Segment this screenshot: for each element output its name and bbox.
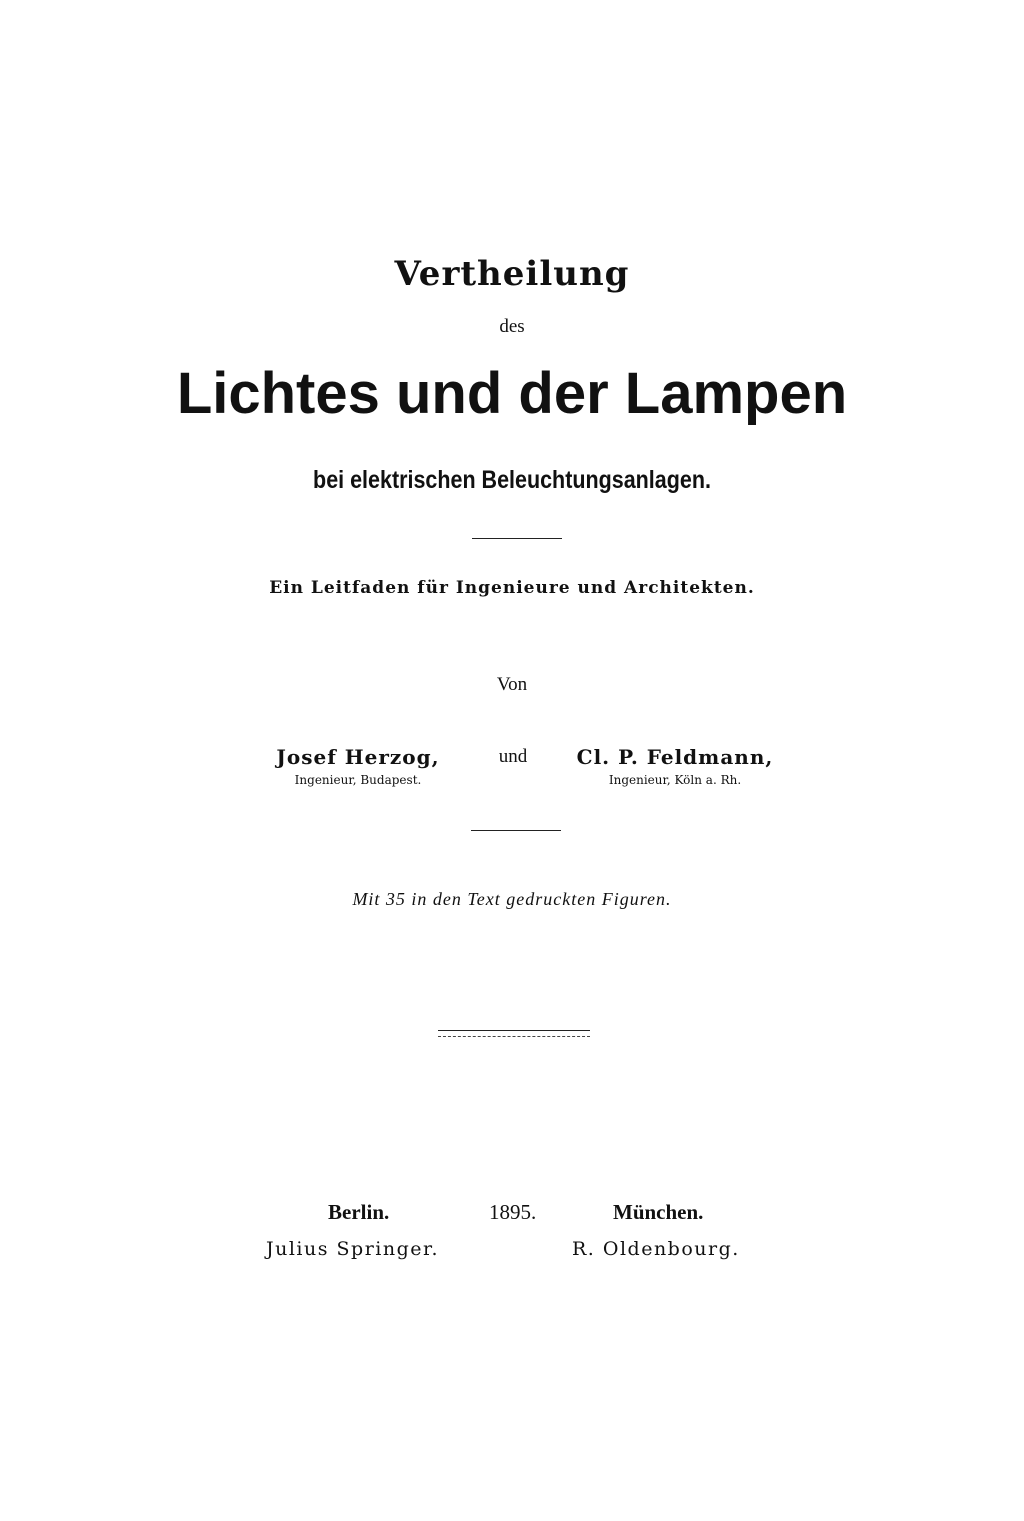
imprint-year: 1895. bbox=[489, 1200, 537, 1224]
byline-und: und bbox=[498, 746, 528, 767]
author-feldmann bbox=[555, 745, 795, 787]
subtitle: bei elektrischen Beleuchtungsanlagen. bbox=[313, 466, 711, 494]
ornament-line bbox=[438, 1030, 590, 1031]
author-name: Josef Herzog, bbox=[276, 745, 440, 769]
author-name: Cl. P. Feldmann, bbox=[576, 745, 774, 769]
ornament-dashed-line bbox=[438, 1036, 590, 1037]
guide-line: Ein Leitfaden für Ingenieure und Architekten. bbox=[269, 578, 755, 598]
author-herzog bbox=[238, 745, 478, 787]
imprint-publisher-springer: Julius Springer. bbox=[266, 1238, 440, 1260]
author-role: Ingenieur, Köln a. Rh. bbox=[608, 773, 742, 787]
imprint-publisher-oldenbourg: R. Oldenbourg. bbox=[572, 1238, 740, 1260]
title-line-1: Vertheilung bbox=[394, 254, 630, 294]
imprint-city-berlin: Berlin. bbox=[328, 1200, 390, 1224]
ornamental-rule bbox=[438, 1030, 590, 1040]
byline-von: Von bbox=[496, 674, 528, 695]
imprint-city-muenchen: München. bbox=[613, 1200, 704, 1224]
main-title: Lichtes und der Lampen bbox=[176, 361, 848, 426]
divider-rule bbox=[472, 538, 562, 539]
title-connector: des bbox=[499, 316, 525, 337]
figures-note: Mit 35 in den Text gedruckten Figuren. bbox=[352, 889, 672, 909]
author-role: Ingenieur, Budapest. bbox=[294, 773, 422, 787]
divider-rule bbox=[471, 830, 561, 831]
